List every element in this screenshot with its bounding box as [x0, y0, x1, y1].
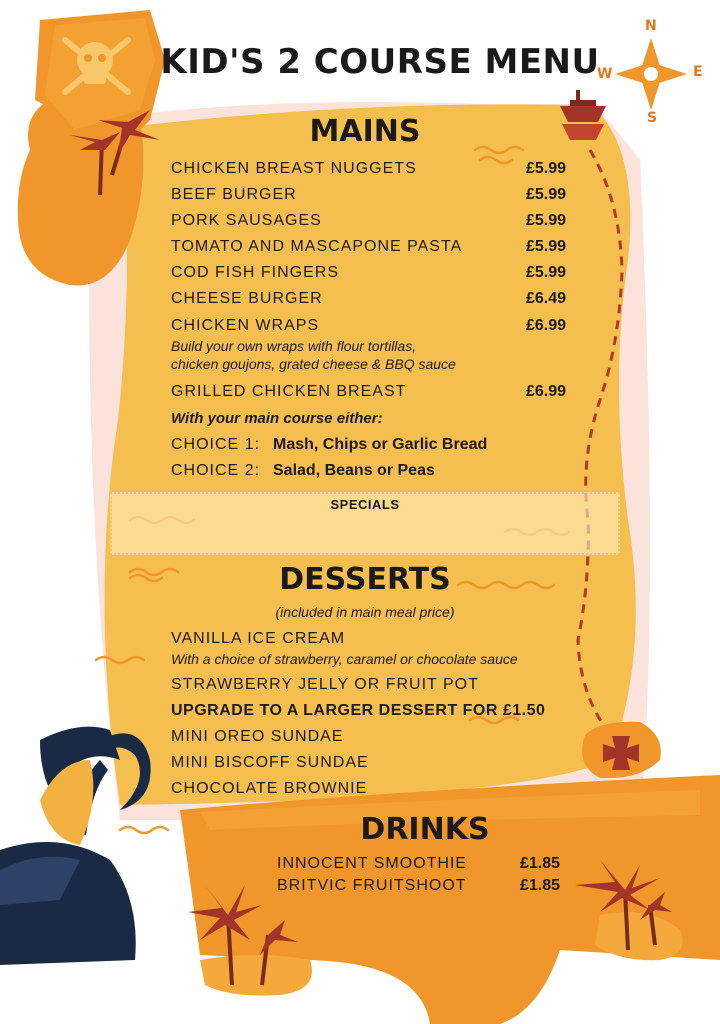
choice-2-value: Salad, Beans or Peas — [273, 462, 435, 479]
drinks-heading: DRINKS — [360, 812, 490, 847]
dessert-item: STRAWBERRY JELLY OR FRUIT POT — [171, 676, 479, 693]
mains-heading: MAINS — [309, 114, 421, 149]
main-item-price: £5.99 — [526, 212, 567, 229]
desserts-note: (included in main meal price) — [275, 604, 455, 620]
dessert-item: VANILLA ICE CREAM — [171, 630, 346, 647]
dessert-upgrade: UPGRADE TO A LARGER DESSERT FOR £1.50 — [171, 702, 546, 719]
main-item-price: £6.49 — [526, 290, 567, 307]
main-item-price: £6.99 — [526, 317, 567, 334]
main-item-price: £5.99 — [526, 186, 567, 203]
choice-1-label: CHOICE 1: — [171, 436, 261, 453]
page-title: KID'S 2 COURSE MENU — [160, 42, 600, 82]
main-item-name: BEEF BURGER — [171, 186, 297, 203]
dessert-description: With a choice of strawberry, caramel or chocolate sauce — [171, 651, 518, 667]
with-main-note: With your main course either: — [171, 410, 383, 427]
choice-2-label: CHOICE 2: — [171, 462, 261, 479]
dessert-item: CHOCOLATE BROWNIE — [171, 780, 368, 797]
main-item-price: £5.99 — [526, 160, 567, 177]
main-item-price: £5.99 — [526, 264, 567, 281]
main-item-name: CHICKEN BREAST NUGGETS — [171, 160, 417, 177]
scroll-body — [104, 104, 635, 805]
main-item-price: £5.99 — [526, 238, 567, 255]
desserts-heading: DESSERTS — [279, 562, 451, 597]
island-bottom-left — [200, 955, 312, 996]
main-item-name: CHICKEN WRAPS — [171, 317, 320, 334]
ship-icon — [560, 90, 606, 140]
main-item-name: TOMATO AND MASCAPONE PASTA — [171, 238, 463, 255]
compass-west-label: W — [597, 66, 613, 82]
drink-item-price: £1.85 — [520, 855, 561, 872]
dessert-item: MINI BISCOFF SUNDAE — [171, 754, 369, 771]
specials-label: SPECIALS — [330, 497, 400, 512]
compass-north-label: N — [645, 18, 657, 34]
choice-1-value: Mash, Chips or Garlic Bread — [273, 436, 488, 453]
compass-east-label: E — [693, 64, 703, 80]
main-item-name: GRILLED CHICKEN BREAST — [171, 383, 407, 400]
drink-item-price: £1.85 — [520, 877, 561, 894]
main-item-name: CHEESE BURGER — [171, 290, 323, 307]
drink-item-name: BRITVIC FRUITSHOOT — [277, 877, 467, 894]
main-item-name: COD FISH FINGERS — [171, 264, 340, 281]
wrap-description: chicken goujons, grated cheese & BBQ sauce — [171, 356, 456, 372]
main-item-name: PORK SAUSAGES — [171, 212, 322, 229]
dessert-item: MINI OREO SUNDAE — [171, 728, 344, 745]
main-item-price: £6.99 — [526, 383, 567, 400]
wrap-description: Build your own wraps with flour tortillas, — [171, 338, 417, 354]
compass-south-label: S — [647, 110, 658, 126]
drink-item-name: INNOCENT SMOOTHIE — [277, 855, 468, 872]
